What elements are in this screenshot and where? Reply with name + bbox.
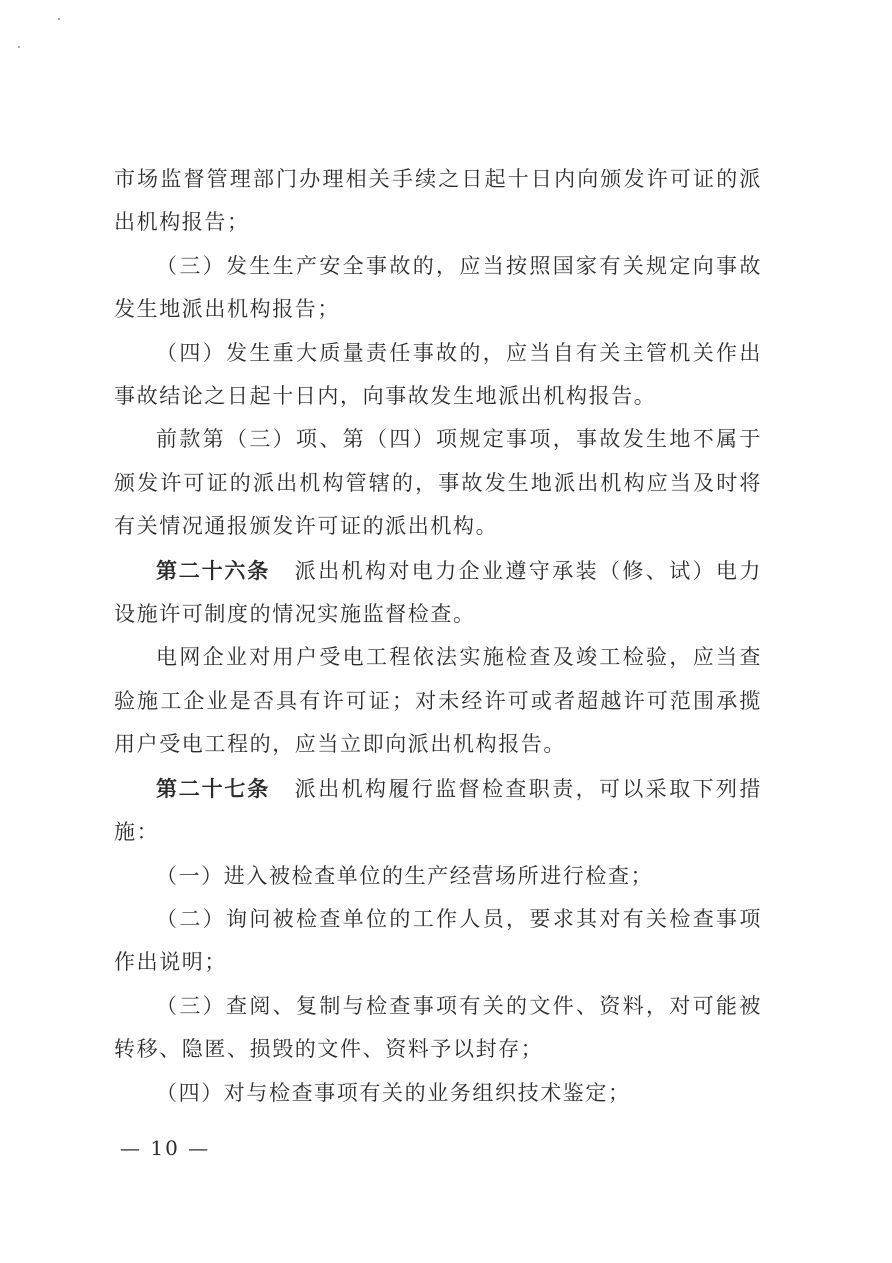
paragraph: 市场监督管理部门办理相关手续之日起十日内向颁发许可证的派出机构报告； [114, 167, 762, 235]
scan-speck [18, 46, 20, 48]
scan-speck [58, 18, 60, 20]
article-text: 派出机构履行监督检查职责，可以采取下列措施： [114, 776, 762, 845]
article-27 [114, 767, 762, 855]
article-text: 派出机构对电力企业遵守承装（修、试）电力设施许可制度的情况实施监督检查。 [114, 558, 762, 627]
article-26 [114, 549, 762, 637]
paragraph: 电网企业对用户受电工程依法实施检查及竣工检验，应当查验施工企业是否具有许可证；对未经许可或者超越许可范围承揽用户受电工程的，应当立即向派出机构报告。 [114, 645, 762, 757]
paragraph: （一）进入被检查单位的生产经营场所进行检查； [156, 863, 654, 888]
paragraph: （四）对与检查事项有关的业务组织技术鉴定； [156, 1080, 631, 1105]
paragraph: （三）查阅、复制与检查事项有关的文件、资料，对可能被转移、隐匿、损毁的文件、资料予以封存； [114, 993, 762, 1062]
article-title: 第二十七条 [156, 775, 270, 801]
article-title: 第二十六条 [156, 557, 270, 583]
paragraph: （三）发生生产安全事故的，应当按照国家有关规定向事故发生地派出机构报告； [114, 253, 762, 322]
paragraph: 前款第（三）项、第（四）项规定事项，事故发生地不属于颁发许可证的派出机构管辖的，事故发生地派出机构应当及时将有关情况通报颁发许可证的派出机构。 [114, 427, 762, 539]
body-text [114, 158, 762, 1115]
paragraph: （四）发生重大质量责任事故的，应当自有关主管机关作出事故结论之日起十日内，向事故发生地派出机构报告。 [114, 340, 762, 409]
page-number: — 10 — [120, 1136, 211, 1160]
paragraph: （二）询问被检查单位的工作人员，要求其对有关检查事项作出说明； [114, 906, 762, 975]
